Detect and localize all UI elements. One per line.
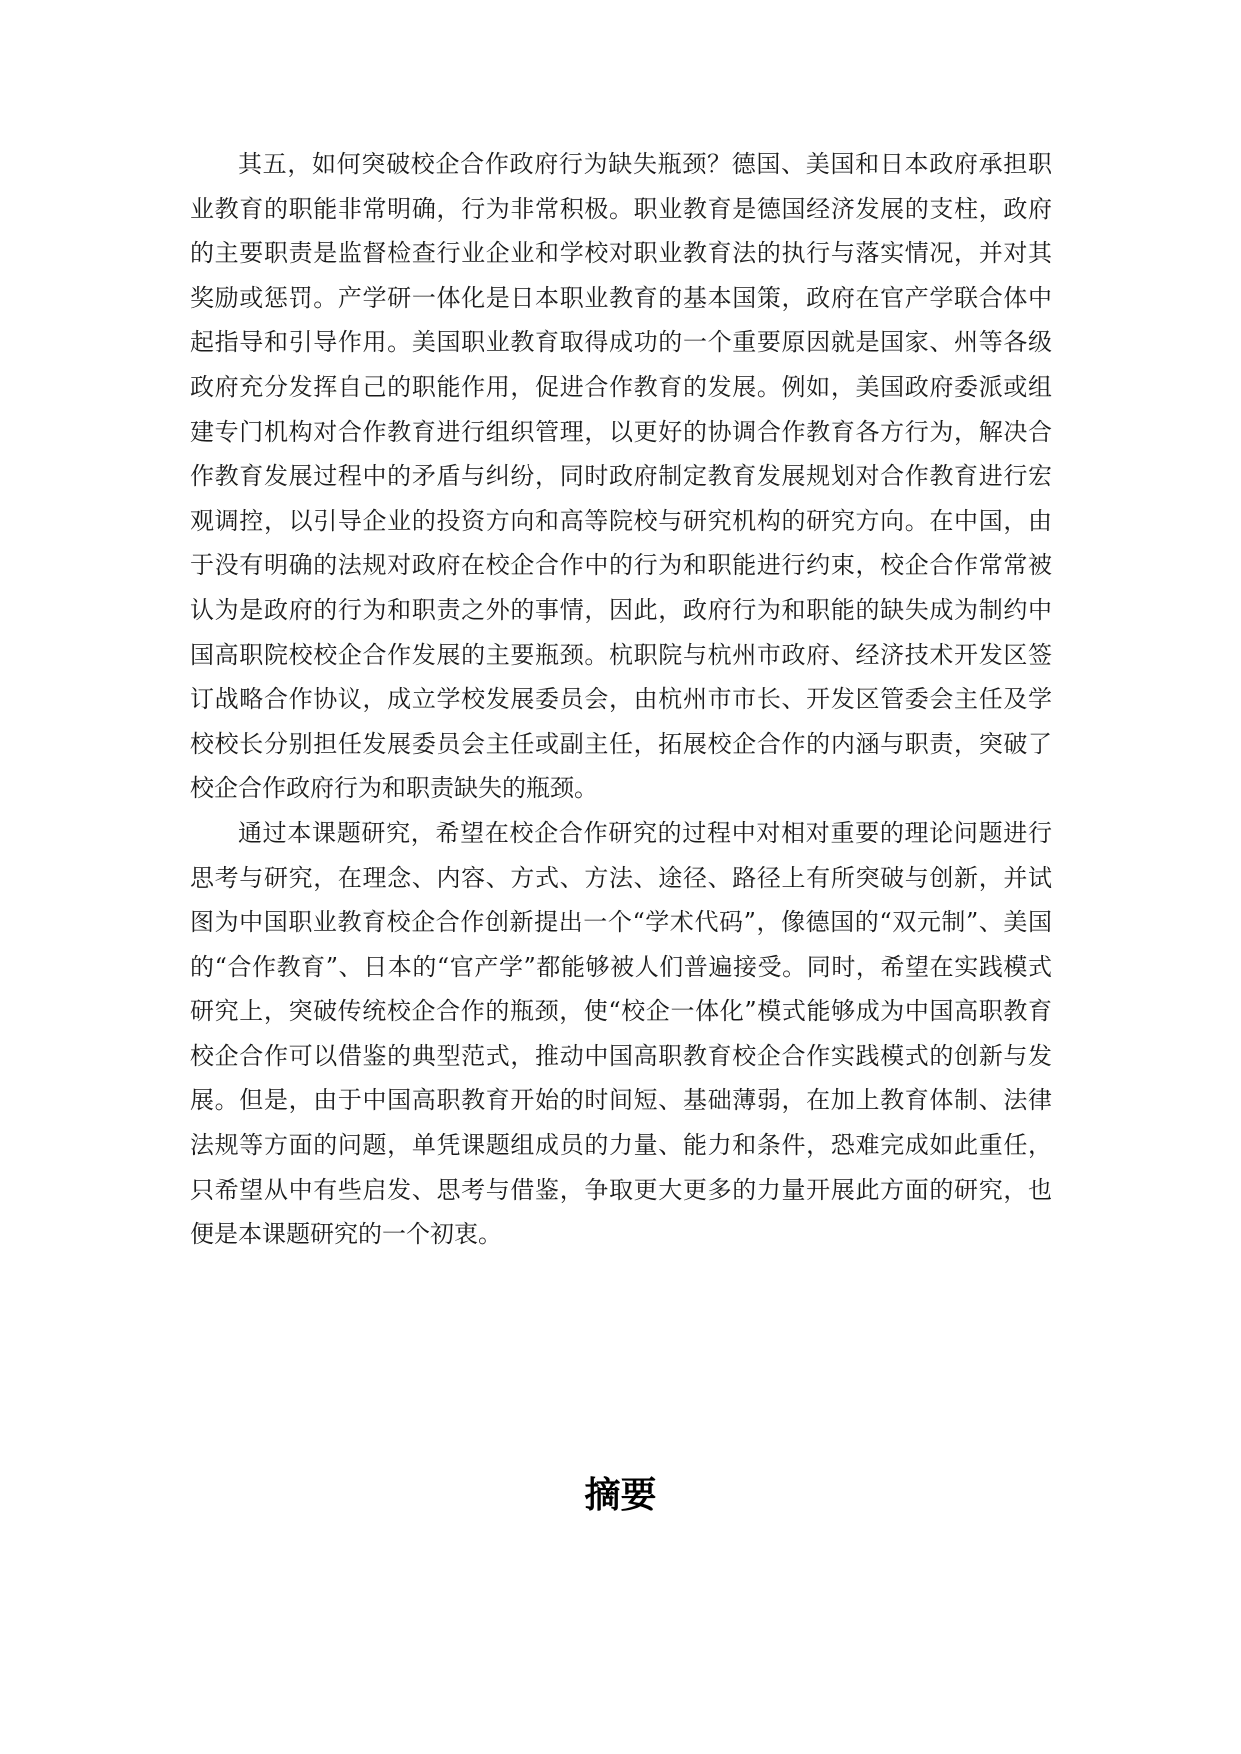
paragraph-research-purpose: 通过本课题研究，希望在校企合作研究的过程中对相对重要的理论问题进行思考与研究，在理念、内容、方式、方法、途径、路径上有所突破与创新，并试图为中国职业教育校企合作创新提出一个“学术代码”，像德国的“双元制”、美国的“合作教育”、日本的“官产学”都能够被人们普遍接受。同时，希望在实践模式研究上，突破传统校企合作的瓶颈，使“校企一体化”模式能够成为中国高职教育校企合作可以借鉴的典型范式，推动中国高职教育校企合作实践模式的创新与发展。但是，由于中国高职教育开始的时间短、基础薄弱，在加上教育体制、法律法规等方面的问题，单凭课题组成员的力量、能力和条件，恐难完成如此重任，只希望从中有些启发、思考与借鉴，争取更大更多的力量开展此方面的研究，也便是本课题研究的一个初衷。 — [190, 818, 1052, 1249]
abstract-heading: 摘要 — [584, 1474, 657, 1516]
body-text — [190, 142, 1052, 1257]
paragraph-government-role: 其五，如何突破校企合作政府行为缺失瓶颈？德国、美国和日本政府承担职业教育的职能非常明确，行为非常积极。职业教育是德国经济发展的支柱，政府的主要职责是监督检查行业企业和学校对职业教育法的执行与落实情况，并对其奖励或惩罚。产学研一体化是日本职业教育的基本国策，政府在官产学联合体中起指导和引导作用。美国职业教育取得成功的一个重要原因就是国家、州等各级政府充分发挥自己的职能作用，促进合作教育的发展。例如，美国政府委派或组建专门机构对合作教育进行组织管理，以更好的协调合作教育各方行为，解决合作教育发展过程中的矛盾与纠纷，同时政府制定教育发展规划对合作教育进行宏观调控，以引导企业的投资方向和高等院校与研究机构的研究方向。在中国，由于没有明确的法规对政府在校企合作中的行为和职能进行约束，校企合作常常被认为是政府的行为和职责之外的事情，因此，政府行为和职能的缺失成为制约中国高职院校校企合作发展的主要瓶颈。杭职院与杭州市政府、经济技术开发区签订战略合作协议，成立学校发展委员会，由杭州市市长、开发区管委会主任及学校校长分别担任发展委员会主任或副主任，拓展校企合作的内涵与职责，突破了校企合作政府行为和职责缺失的瓶颈。 — [190, 150, 1052, 803]
